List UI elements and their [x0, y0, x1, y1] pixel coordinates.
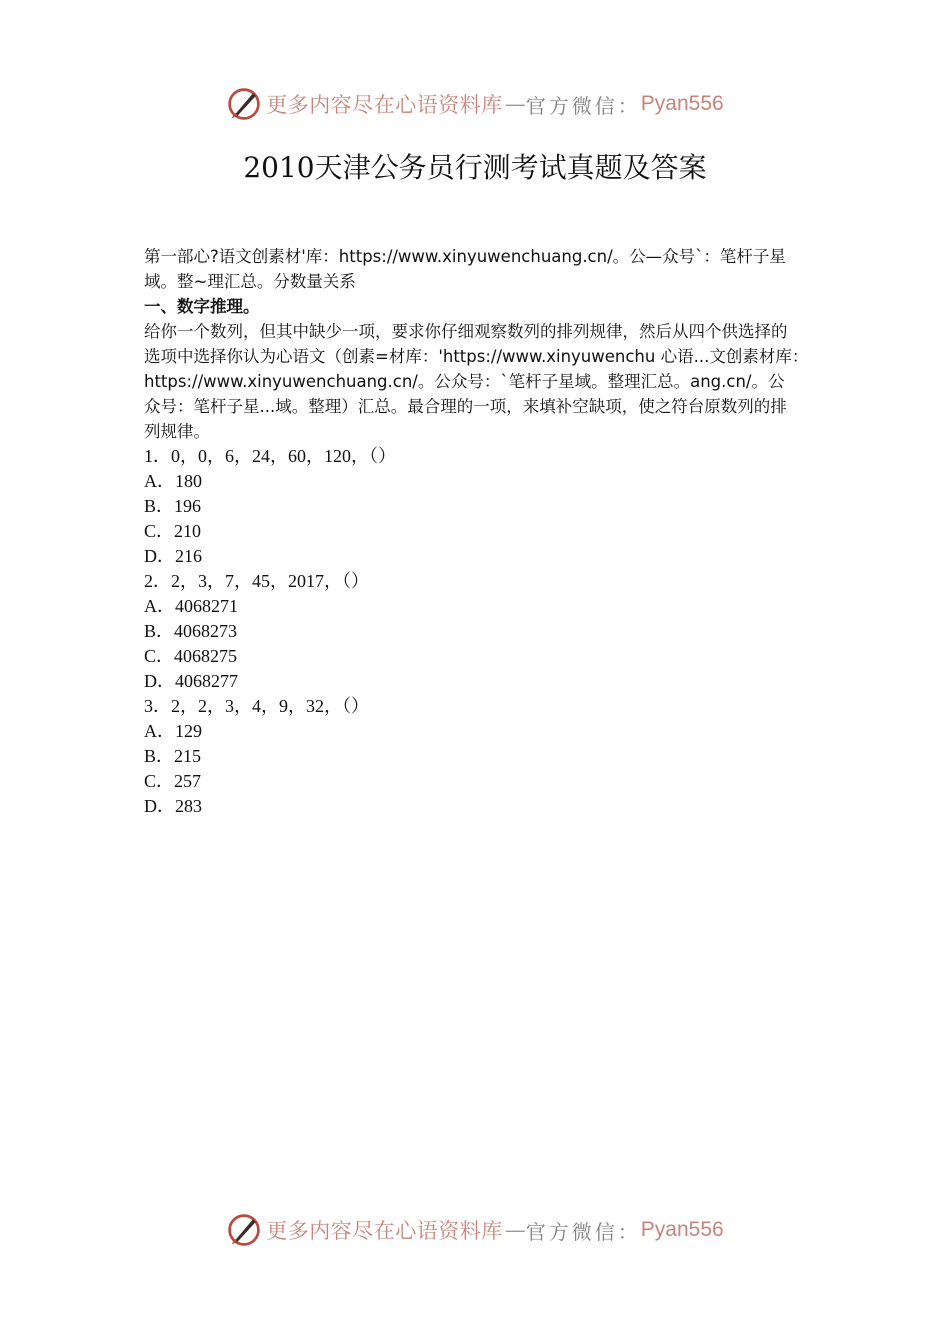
page-title: 2010天津公务员行测考试真题及答案: [243, 151, 707, 184]
separator: —: [504, 1218, 526, 1242]
answer-option: C．210: [144, 521, 202, 541]
brand-text: 更多内容尽在心语资料库: [266, 93, 503, 117]
wechat-id: Pyan556: [640, 1218, 724, 1241]
document-body: [144, 244, 812, 819]
quill-logo-icon: [226, 1212, 262, 1248]
question-stem: 1．0，0，6，24，60，120，（）: [144, 446, 396, 466]
answer-option: A．4068271: [144, 596, 238, 616]
intro-line: 第一部心?语文创素材'库：https://www.xinyuwenchuang.cn/。公—众号`：笔杆子星: [144, 247, 786, 266]
question-stem: 2．2，3，7，45，2017，（）: [144, 571, 369, 591]
section-heading: 一、数字推理。: [144, 297, 260, 316]
answer-option: A．129: [144, 721, 202, 741]
answer-option: C．257: [144, 771, 202, 791]
wechat-label: 官方微信：: [525, 93, 641, 118]
answer-option: D．4068277: [144, 671, 238, 691]
wechat-id: Pyan556: [640, 92, 724, 115]
intro-line: 域。整~理汇总。分数量关系: [144, 272, 356, 291]
instruction-line: 列规律。: [144, 422, 210, 441]
instruction-line: 给你一个数列，但其中缺少一项，要求你仔细观察数列的排列规律，然后从四个供选择的: [144, 322, 788, 341]
instruction-line: https://www.xinyuwenchuang.cn/。公众号：`笔杆子星域。整理汇总。ang.cn/。公: [144, 372, 785, 391]
separator: —: [504, 92, 526, 116]
answer-option: A．180: [144, 471, 202, 491]
answer-option: D．216: [144, 546, 202, 566]
footer-banner: [0, 1208, 950, 1252]
quill-logo-icon: [226, 86, 262, 122]
instruction-line: 选项中选择你认为心语文（创素=材库：'https://www.xinyuwenchu 心语...文创素材库：: [144, 347, 809, 366]
answer-option: C．4068275: [144, 646, 238, 666]
brand-text: 更多内容尽在心语资料库: [266, 1219, 503, 1243]
wechat-label: 官方微信：: [525, 1219, 641, 1244]
answer-option: B．4068273: [144, 621, 238, 641]
answer-option: B．215: [144, 746, 202, 766]
header-banner: [0, 82, 950, 126]
question-stem: 3．2，2，3，4，9，32，（）: [144, 696, 369, 716]
answer-option: B．196: [144, 496, 202, 516]
instruction-line: 众号：笔杆子星...域。整理）汇总。最合理的一项，来填补空缺项，使之符台原数列的排: [144, 397, 787, 416]
answer-option: D．283: [144, 796, 202, 816]
